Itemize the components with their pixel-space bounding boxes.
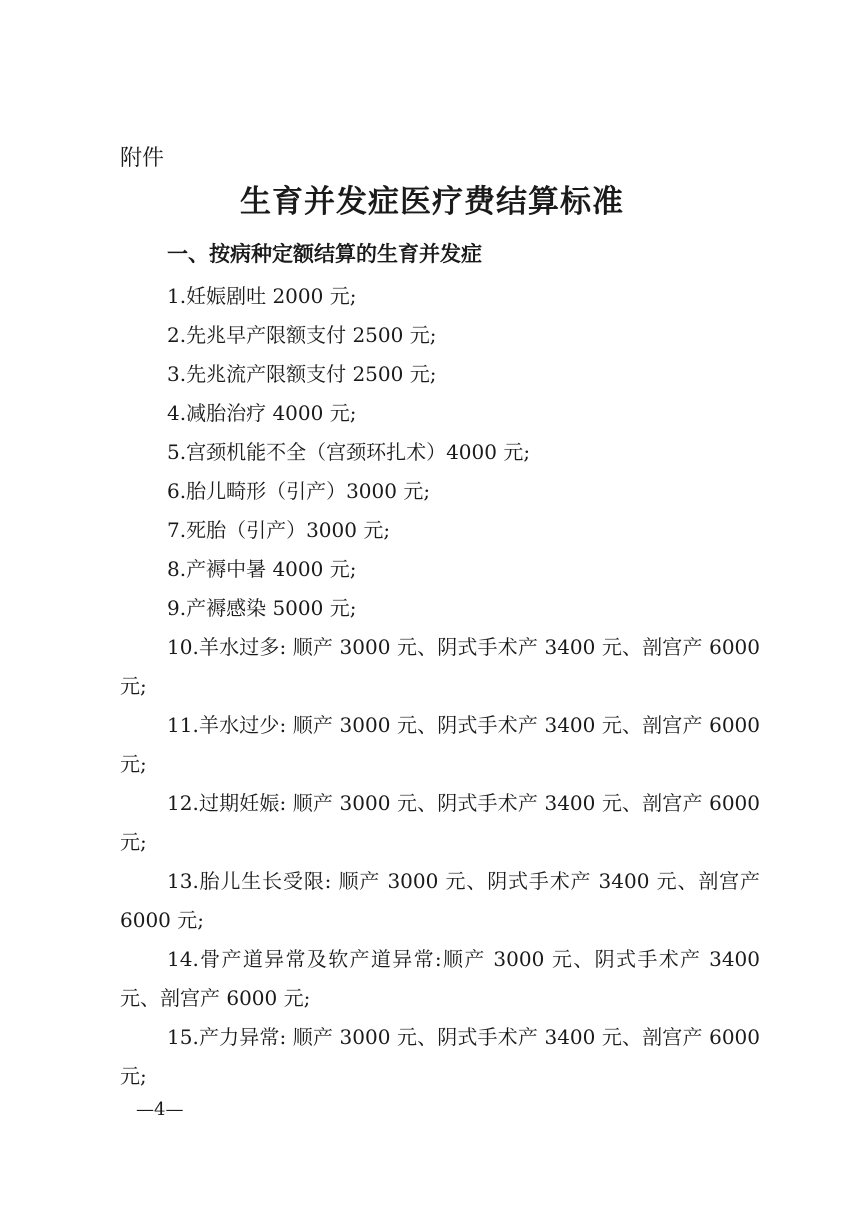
- list-item: 15.产力异常: 顺产 3000 元、阴式手术产 3400 元、剖宫产 6000 元;: [120, 1025, 760, 1088]
- list-item: 10.羊水过多: 顺产 3000 元、阴式手术产 3400 元、剖宫产 6000 元;: [120, 635, 760, 698]
- attachment-label: 附件: [120, 146, 165, 171]
- list-item: 7.死胎（引产）3000 元;: [167, 518, 391, 542]
- list-item: 3.先兆流产限额支付 2500 元;: [167, 362, 437, 386]
- list-item: 11.羊水过少: 顺产 3000 元、阴式手术产 3400 元、剖宫产 6000 元;: [120, 713, 760, 776]
- settlement-item-list: [120, 277, 760, 1096]
- list-item: 9.产褥感染 5000 元;: [167, 596, 357, 620]
- list-item: 8.产褥中暑 4000 元;: [167, 557, 357, 581]
- document-title: 生育并发症医疗费结算标准: [240, 184, 624, 220]
- page-number: —4—: [136, 1099, 184, 1120]
- list-item: 13.胎儿生长受限: 顺产 3000 元、阴式手术产 3400 元、剖宫产 6000 元;: [120, 869, 760, 932]
- section-heading: 一、按病种定额结算的生育并发症: [167, 242, 482, 266]
- list-item: 12.过期妊娠: 顺产 3000 元、阴式手术产 3400 元、剖宫产 6000 元;: [120, 791, 760, 854]
- list-item: 1.妊娠剧吐 2000 元;: [167, 284, 357, 308]
- list-item: 14.骨产道异常及软产道异常:顺产 3000 元、阴式手术产 3400 元、剖宫产 6000 元;: [120, 947, 760, 1010]
- list-item: 5.宫颈机能不全（宫颈环扎术）4000 元;: [167, 440, 531, 464]
- list-item: 2.先兆早产限额支付 2500 元;: [167, 323, 437, 347]
- list-item: 6.胎儿畸形（引产）3000 元;: [167, 479, 431, 503]
- list-item: 4.减胎治疗 4000 元;: [167, 401, 357, 425]
